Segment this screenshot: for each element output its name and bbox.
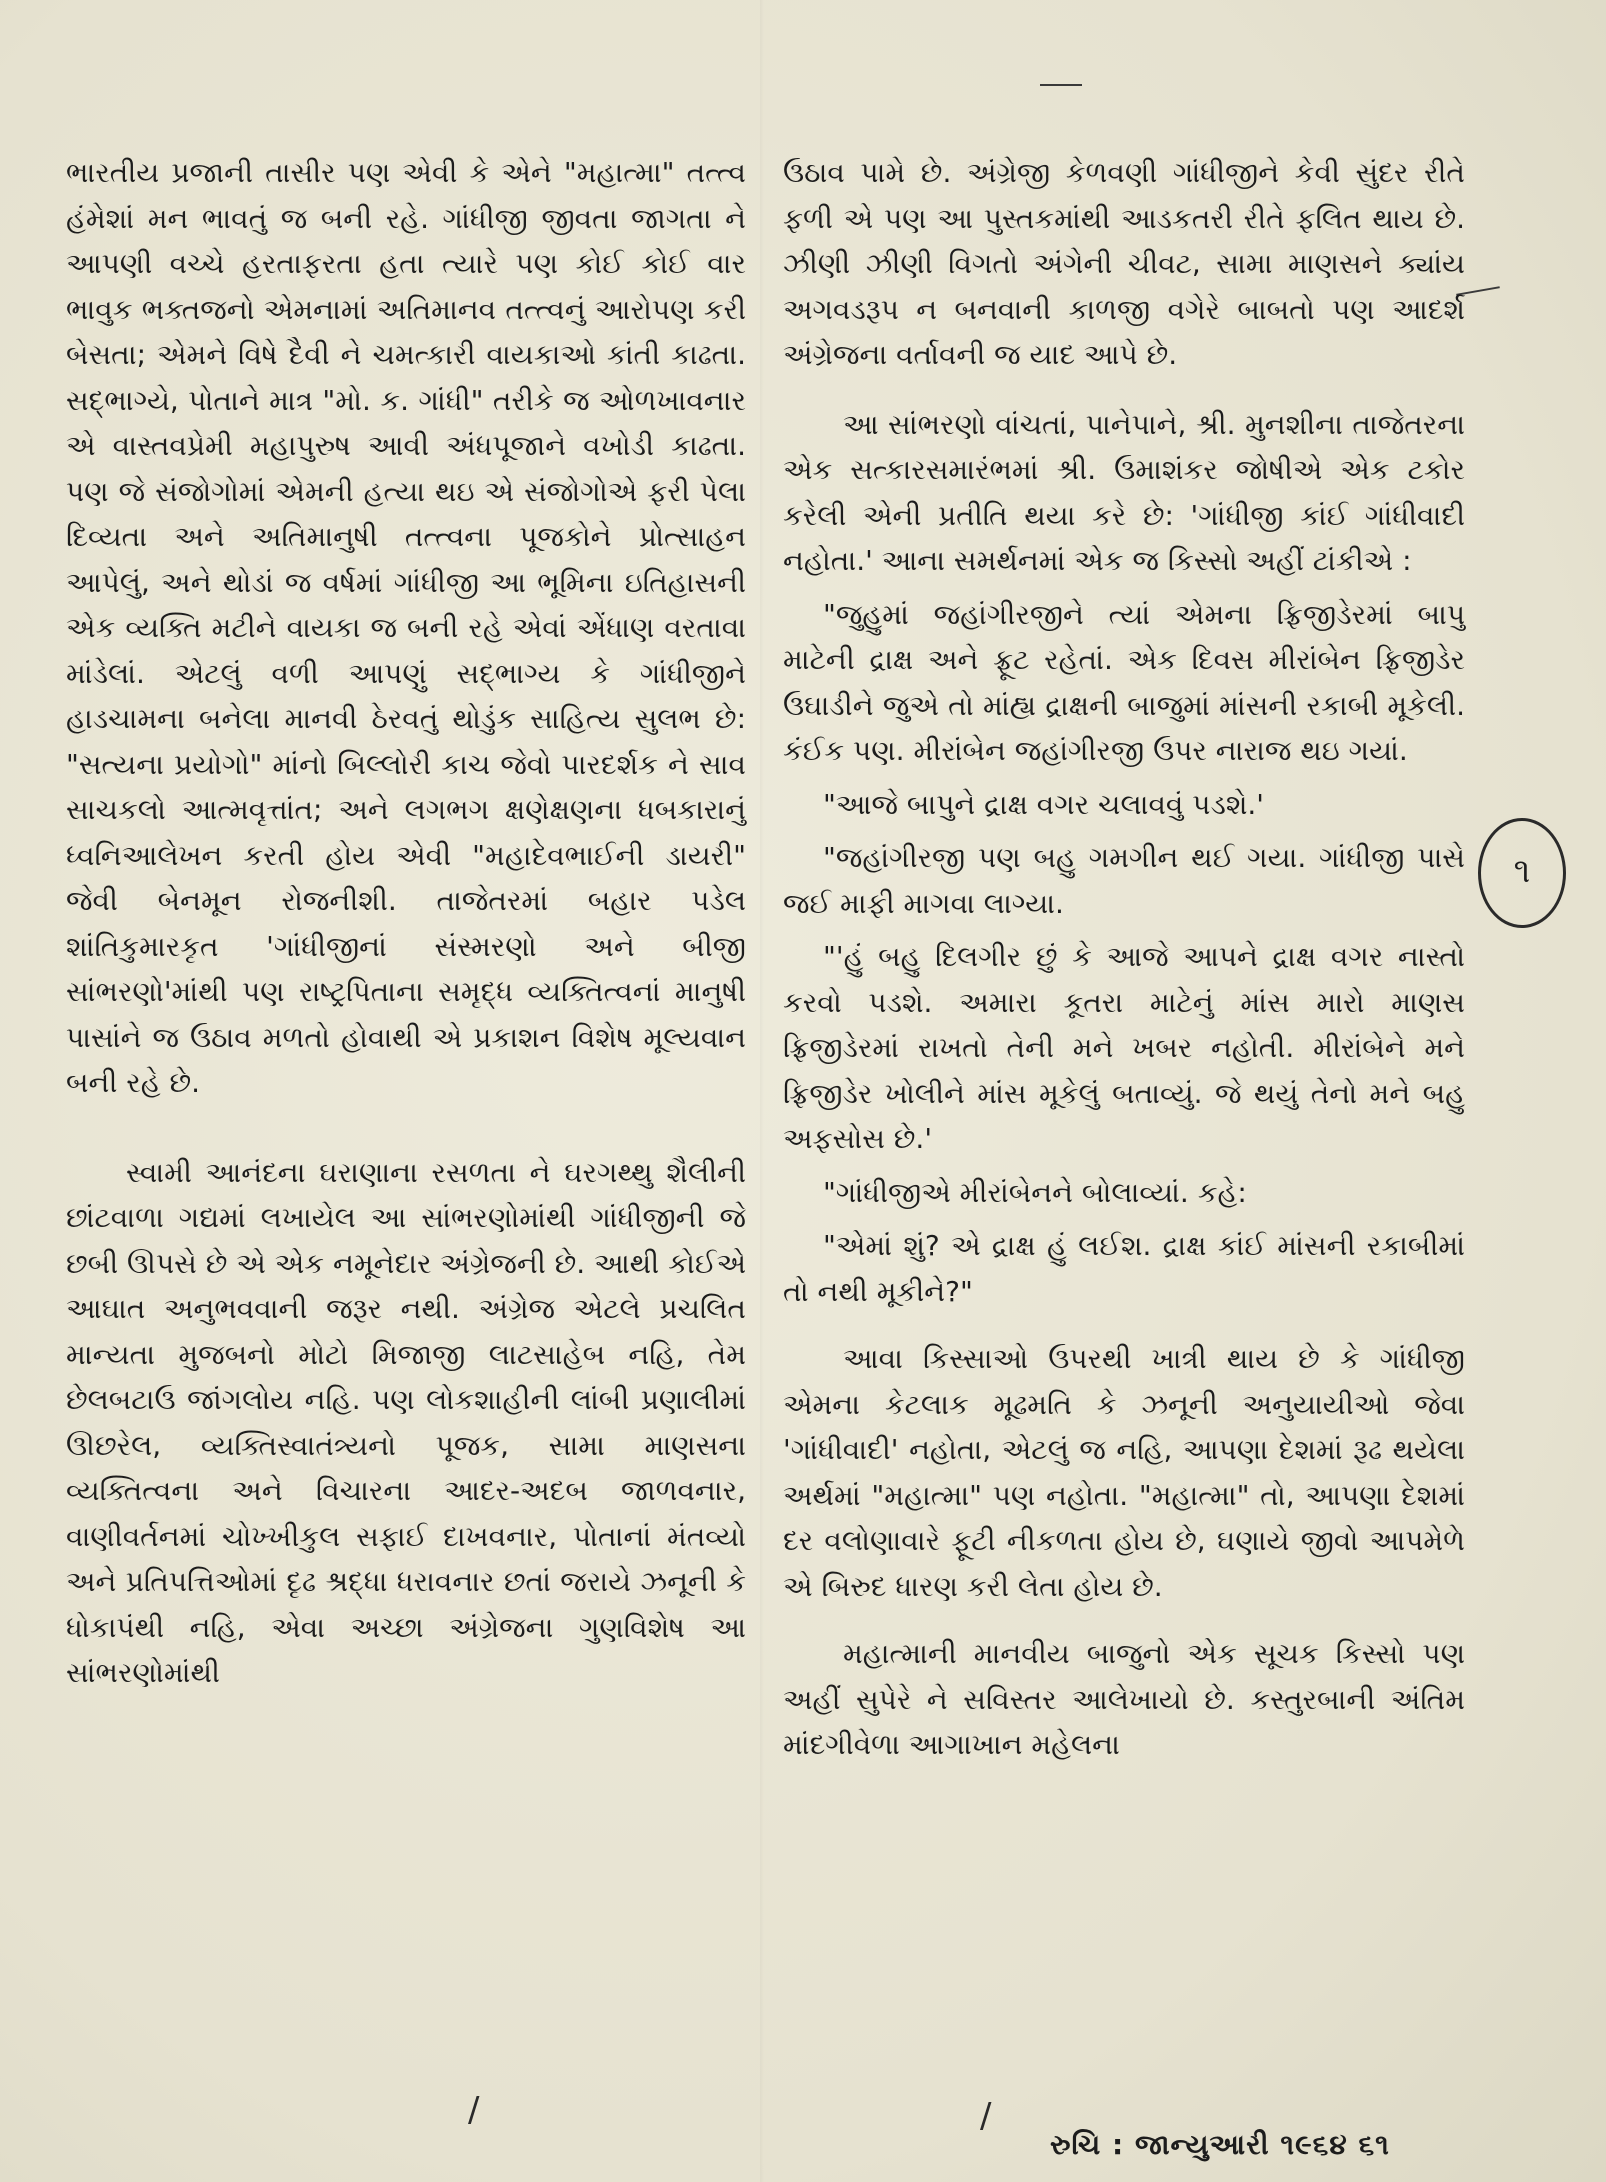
right-paragraph-2: આ સાંભરણો વાંચતાં, પાનેપાને, શ્રી. મુનશીના તાજેતરના એક સત્કારસમારંભમાં શ્રી. ઉમાશંકર જોષીએ એક ટકોર કરેલી એની પ્રતીતિ થયા કરે છે: 'ગાંધીજી કાંઈ ગાંધીવાદી નહોતા.' આના સમર્થનમાં એક જ કિસ્સો અહીં ટાંકીએ : <box>783 407 1465 577</box>
pen-tick-mark: / <box>468 2090 480 2130</box>
right-paragraph-1: ઉઠાવ પામે છે. અંગ્રેજી કેળવણી ગાંધીજીને કેવી સુંદર રીતે ફળી એ પણ આ પુસ્તકમાંથી આડકતરી રીતે ફલિત થાય છે. ઝીણી ઝીણી વિગતો અંગેની ચીવટ, સામા માણસને ક્યાંય અગવડરૂપ ન બનવાની કાળજી વગેરે બાબતો પણ આદર્શ અંગ્રેજના વર્તાવની જ યાદ આપે છે. <box>783 156 1465 371</box>
quote-paragraph-4: "'હું બહુ દિલગીર છું કે આજે આપને દ્રાક્ષ વગર નાસ્તો કરવો પડશે. અમારા કૂતરા માટેનું માંસ મારો માણસ ફ્રિજીડેરમાં રાખતો તેની મને ખબર નહોતી. મીરાંબેને મને ફ્રિજીડેર ખોલીને માંસ મૂકેલું બતાવ્યું. જે થયું તેનો મને બહુ અફસોસ છે.' <box>783 940 1465 1155</box>
right-paragraph-3: આવા કિસ્સાઓ ઉપરથી ખાત્રી થાય છે કે ગાંધીજી એમના કેટલાક મૂઢમતિ કે ઝનૂની અનુયાયીઓ જેવા 'ગાંધીવાદી' નહોતા, એટલું જ નહિ, આપણા દેશમાં રૂઢ થયેલા અર્થમાં "મહાત્મા" પણ નહોતા. "મહાત્મા" તો, આપણા દેશમાં દર વલોણાવારે ફૂટી નીકળતા હોય છે, ઘણાયે જીવો આપમેળે એ બિરુદ ધારણ કરી લેતા હોય છે. <box>783 1342 1465 1603</box>
right-paragraph-4: મહાત્માની માનવીય બાજુનો એક સૂચક કિસ્સો પણ અહીં સુપેરે ને સવિસ્તર આલેખાયો છે. કસ્તુરબાની અંતિમ માંદગીવેળા આગાખાન મહેલના <box>783 1637 1465 1761</box>
right-column <box>783 150 1465 1768</box>
circled-page-mark: ૧ <box>1478 818 1566 928</box>
quote-paragraph-6: "એમાં શું? એ દ્રાક્ષ હું લઈશ. દ્રાક્ષ કાંઈ માંસની રકાબીમાં તો નથી મૂકીને?" <box>783 1229 1465 1308</box>
column-fold-shadow <box>760 0 764 2182</box>
quote-paragraph-3: "જહાંગીરજી પણ બહુ ગમગીન થઈ ગયા. ગાંધીજી પાસે જઈ માફી માગવા લાગ્યા. <box>783 841 1465 920</box>
margin-dash <box>1040 84 1082 86</box>
left-paragraph-1: ભારતીય પ્રજાની તાસીર પણ એવી કે એને "મહાત્મા" તત્ત્વ હંમેશાં મન ભાવતું જ બની રહે. ગાંધીજી જીવતા જાગતા ને આપણી વચ્ચે હરતાફરતા હતા ત્યારે પણ કોઈ કોઈ વાર ભાવુક ભક્તજનો એમનામાં અતિમાનવ તત્ત્વનું આરોપણ કરી બેસતા; એમને વિષે દૈવી ને ચમત્કારી વાયકાઓ કાંતી કાઢતા. સદ્ભાગ્યે, પોતાને માત્ર "મો. ક. ગાંધી" તરીકે જ ઓળખાવનાર એ વાસ્તવપ્રેમી મહાપુરુષ આવી અંધપૂજાને વખોડી કાઢતા. પણ જે સંજોગોમાં એમની હત્યા થઇ એ સંજોગોએ ફરી પેલા દિવ્યતા અને અતિમાનુષી તત્ત્વના પૂજકોને પ્રોત્સાહન આપેલું, અને થોડાં જ વર્ષમાં ગાંધીજી આ ભૂમિના ઇતિહાસની એક વ્યક્તિ મટીને વાયકા જ બની રહે એવાં એંધાણ વરતાવા માંડેલાં. એટલું વળી આપણું સદ્ભાગ્ય કે ગાંધીજીને હાડચામના બનેલા માનવી ઠેરવતું થોડુંક સાહિત્ય સુલભ છે: "સત્યના પ્રયોગો" માંનો બિલ્લોરી કાચ જેવો પારદર્શક ને સાવ સાચકલો આત્મવૃત્તાંત; અને લગભગ ક્ષણેક્ષણના ધબકારાનું ધ્વનિઆલેખન કરતી હોય એવી "મહાદેવભાઈની ડાયરી" જેવી બેનમૂન રોજનીશી. તાજેતરમાં બહાર પડેલ શાંતિકુમારકૃત 'ગાંધીજીનાં સંસ્મરણો અને બીજી સાંભરણો'માંથી પણ રાષ્ટ્રપિતાના સમૃદ્ધ વ્યક્તિત્વનાં માનુષી પાસાંને જ ઉઠાવ મળતો હોવાથી એ પ્રકાશન વિશેષ મૂલ્યવાન બની રહે છે. <box>66 156 746 1099</box>
quote-paragraph-1: "જુહુમાં જહાંગીરજીને ત્યાં એમના ફ્રિજીડેરમાં બાપુ માટેની દ્રાક્ષ અને ફ્રૂટ રહેતાં. એક દિવસ મીરાંબેન ફ્રિજીડેર ઉઘાડીને જુએ તો માંહ્ય દ્રાક્ષની બાજુમાં માંસની રકાબી મૂકેલી. કંઈક પણ. મીરાંબેન જહાંગીરજી ઉપર નારાજ થઇ ગયાં. <box>783 597 1465 767</box>
quote-paragraph-5: "ગાંધીજીએ મીરાંબેનને બોલાવ્યાં. કહે: <box>823 1175 1247 1209</box>
pen-tick-mark: / <box>980 2096 992 2136</box>
page-footer: રુચિ : જાન્યુઆરી ૧૯૬૪ ૬૧ <box>1050 2128 1390 2161</box>
left-paragraph-2: સ્વામી આનંદના ઘરાણાના રસળતા ને ઘરગથ્થુ શૈલીની છાંટવાળા ગદ્યમાં લખાયેલ આ સાંભરણોમાંથી ગાંધીજીની જે છબી ઊપસે છે એ એક નમૂનેદાર અંગ્રેજની છે. આથી કોઈએ આઘાત અનુભવવાની જરૂર નથી. અંગ્રેજ એટલે પ્રચલિત માન્યતા મુજબનો મોટો મિજાજી લાટસાહેબ નહિ, તેમ છેલબટાઉ જાંગલોય નહિ. પણ લોકશાહીની લાંબી પ્રણાલીમાં ઊછરેલ, વ્યક્તિસ્વાતંત્ર્યનો પૂજક, સામા માણસના વ્યક્તિત્વના અને વિચારના આદર-અદબ જાળવનાર, વાણીવર્તનમાં ચોખ્ખીકુલ સફાઈ દાખવનાર, પોતાનાં મંતવ્યો અને પ્રતિપત્તિઓમાં દૃઢ શ્રદ્ધા ધરાવનાર છતાં જરાયે ઝનૂની કે ધોકાપંથી નહિ, એવા અચ્છા અંગ્રેજના ગુણવિશેષ આ સાંભરણોમાંથી <box>66 1155 746 1689</box>
quote-paragraph-2: "આજે બાપુને દ્રાક્ષ વગર ચલાવવું પડશે.' <box>823 787 1265 821</box>
left-column <box>66 150 746 1696</box>
